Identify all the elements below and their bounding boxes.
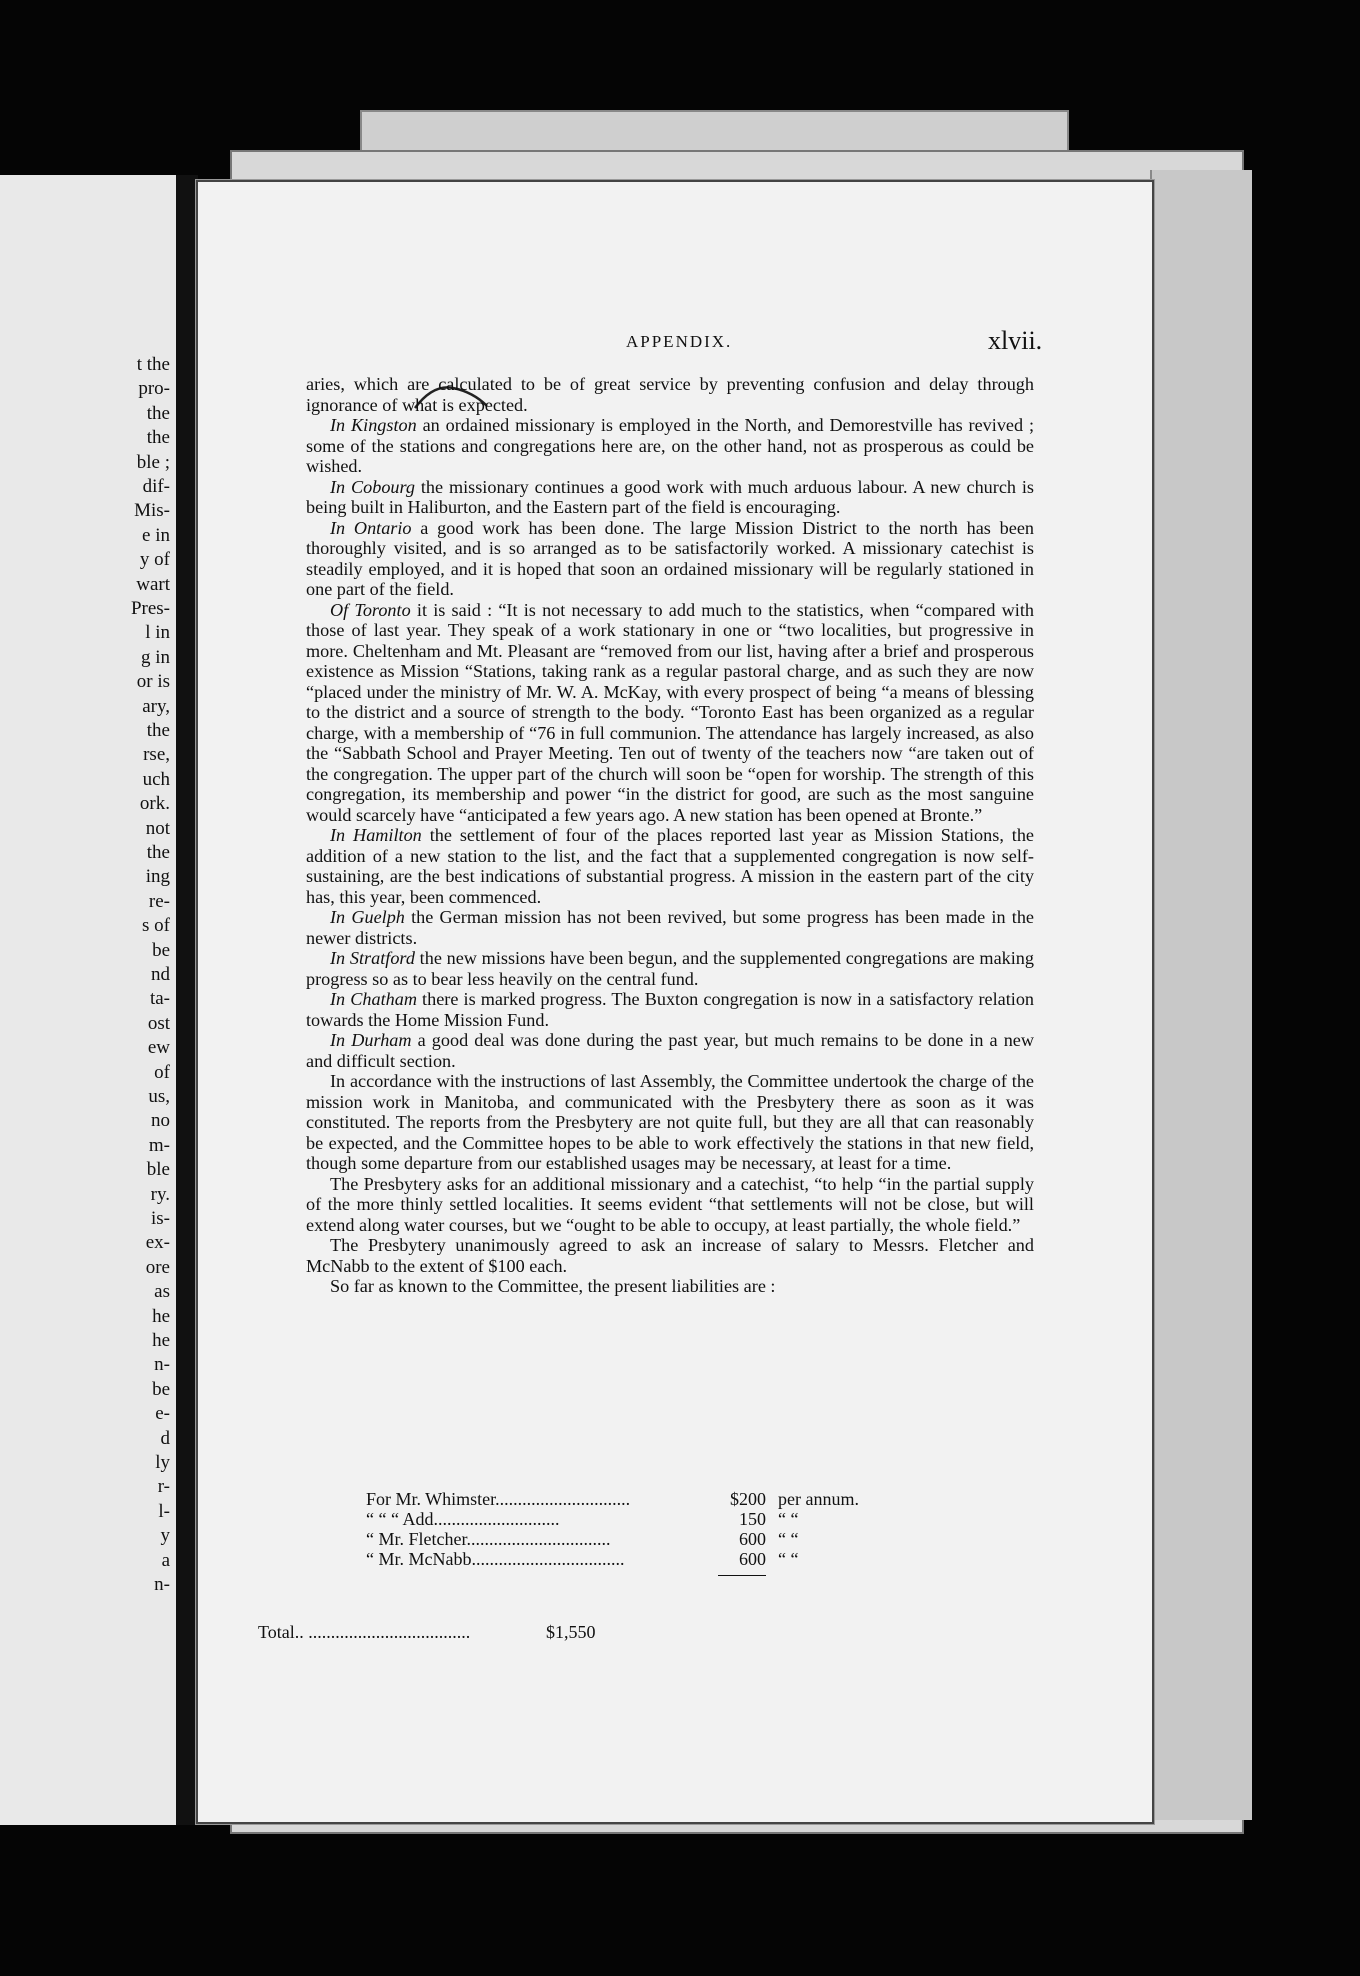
liability-row — [366, 1529, 966, 1549]
left-page-fragment: the — [146, 402, 170, 424]
left-page-fragment: r- — [157, 1476, 170, 1498]
liability-amount: 150 — [739, 1509, 766, 1529]
left-page-fragment: no — [151, 1110, 170, 1132]
liability-label: For Mr. Whimster.............................. — [366, 1489, 631, 1509]
paragraph-lead: In Stratford — [330, 948, 415, 968]
left-page-fragment: ost — [147, 1012, 170, 1034]
left-page-fragment: uch — [142, 768, 170, 790]
left-page-fragment: dif- — [142, 476, 170, 497]
left-page-fragment: m- — [148, 1134, 170, 1156]
paragraph — [306, 600, 1034, 826]
left-page-fragment: d — [160, 1427, 170, 1449]
left-page-fragment: e- — [155, 1403, 170, 1425]
page-number: xlvii. — [988, 326, 1043, 355]
liability-label: “ “ “ Add............................ — [366, 1509, 560, 1529]
left-page-fragment: n- — [154, 1354, 170, 1376]
left-page-fragment: ex- — [145, 1232, 170, 1254]
paragraph-text: the settlement of four of the places reported last year as Mission Stations, the addition of a new station to the list, and the fact that a supplemented congregation is now self-sustaining, are the best indications of substantial progress. A mission in the eastern part of the city has, this year, been commenced. — [306, 825, 1034, 907]
paragraph-text: The Presbytery unanimously agreed to ask an increase of salary to Messrs. Fletcher and McNabb to the extent of $100 each. — [306, 1235, 1034, 1276]
page-body — [306, 374, 1034, 1297]
left-page-fragment: he — [152, 1305, 170, 1327]
paragraph-lead: In Guelph — [330, 907, 405, 927]
paragraph — [306, 1071, 1034, 1174]
paragraph-text: In accordance with the instructions of last Assembly, the Committee undertook the charge of the mission work in Manitoba, and communicated with the Presbytery there as soon as it was constituted. The reports from the Presbytery are not quite full, but they are all that can reasonably be expected, and the Committee hopes to be able to work effectively the stations in that new field, though some departure from our established usages may be necessary, at least for a time. — [306, 1071, 1034, 1173]
paragraph-text: aries, which are calculated to be of great service by preventing confusion and delay through ignorance of what is expected. — [306, 374, 1034, 415]
left-page-fragment: ble ; — [136, 451, 170, 473]
left-page-fragment: be — [152, 1378, 170, 1400]
paragraph-lead: In Ontario — [330, 517, 412, 538]
paragraph-text: The Presbytery asks for an additional missionary and a catechist, “to help “in the partial supply of the more thinly settled localities. It seems evident “that settlements will not be close, but will extend along water courses, but we “ought to be able to occupy, at least partially, the whole field.” — [306, 1173, 1034, 1235]
liabilities-table — [366, 1489, 966, 1569]
liability-label: “ Mr. McNabb.................................. — [366, 1549, 625, 1569]
liability-label: “ Mr. Fletcher................................ — [366, 1529, 611, 1549]
liability-row — [366, 1549, 966, 1569]
left-page-fragment: the — [146, 842, 170, 863]
paragraph — [306, 1174, 1034, 1236]
book-spine — [176, 175, 198, 1825]
left-page-fragment: re- — [148, 890, 170, 912]
liability-period: per annum. — [778, 1489, 859, 1509]
paragraph-lead: In Cobourg — [330, 476, 416, 497]
left-page-fragment: is- — [151, 1208, 170, 1229]
sum-rule — [718, 1575, 766, 1576]
paragraph-lead: In Durham — [330, 1030, 412, 1050]
left-page-fragment: ta- — [149, 988, 170, 1010]
paragraph-lead: In Hamilton — [330, 825, 422, 845]
paragraph-lead: In Chatham — [330, 989, 417, 1009]
liability-amount: 600 — [739, 1549, 766, 1569]
left-page-fragment: us, — [148, 1086, 170, 1107]
left-page-fragment: ing — [145, 866, 170, 888]
liability-row — [366, 1509, 966, 1529]
left-page-fragment: Pres- — [130, 598, 170, 619]
total-amount: $1,550 — [546, 1622, 596, 1642]
paragraph-text: a good deal was done during the past year, but much remains to be done in a new and difficult section. — [306, 1030, 1035, 1071]
left-page-fragment: nd — [151, 964, 170, 985]
left-page-fragment: pro- — [138, 378, 170, 400]
left-page-fragment: ew — [147, 1037, 170, 1059]
left-page-fragment: the — [146, 720, 170, 741]
left-page-fragment: he — [152, 1330, 170, 1351]
paragraph — [306, 518, 1034, 600]
paragraph-lead: In Kingston — [330, 415, 417, 435]
paragraph — [306, 374, 1034, 415]
liability-row — [366, 1489, 966, 1509]
left-page — [0, 175, 179, 1825]
total-label: Total.. .................................... — [258, 1622, 471, 1642]
paragraph — [306, 907, 1034, 948]
left-page-fragment: ry. — [150, 1183, 170, 1205]
left-page-fragment: ork. — [139, 793, 170, 815]
paragraph-text: the new missions have been begun, and the supplemented congregations are making progress so as to bear less heavily on the central fund. — [306, 948, 1034, 989]
paragraph — [306, 989, 1034, 1030]
left-page-fragment: of — [154, 1061, 170, 1083]
paragraph — [306, 415, 1034, 477]
left-page-fragment: rse, — [143, 744, 170, 766]
left-page-fragment: Mis- — [134, 500, 170, 522]
paragraph-text: So far as known to the Committee, the present liabilities are : — [330, 1276, 776, 1296]
paragraph-lead: Of Toronto — [330, 599, 411, 620]
total-row — [258, 1622, 596, 1643]
paragraph — [306, 1235, 1034, 1276]
liability-amount: $200 — [730, 1489, 766, 1509]
left-page-fragment: y of — [139, 549, 170, 571]
left-page-fragment: ble — [146, 1159, 170, 1181]
liability-amount: 600 — [739, 1529, 766, 1549]
paragraph — [306, 948, 1034, 989]
liability-period: “ “ — [778, 1549, 799, 1569]
left-page-fragment: l- — [158, 1500, 170, 1522]
left-page-fragment: ary, — [142, 695, 170, 717]
left-page-fragment: wart — [136, 573, 170, 595]
left-page-fragment: the — [146, 427, 170, 449]
right-page — [196, 180, 1154, 1824]
paragraph — [306, 1030, 1034, 1071]
paragraph-text: there is marked progress. The Buxton congregation is now in a satisfactory relation towards the Home Mission Fund. — [306, 989, 1035, 1030]
left-page-fragment: not — [145, 817, 170, 839]
liability-period: “ “ — [778, 1509, 799, 1529]
left-page-fragment: t the — [136, 354, 170, 375]
left-page-fragment: y — [160, 1525, 170, 1547]
paragraph — [306, 825, 1034, 907]
page-header — [198, 326, 1152, 362]
left-page-fragment: be — [152, 939, 170, 961]
paragraph — [306, 477, 1034, 518]
liability-period: “ “ — [778, 1529, 799, 1549]
paragraph-text: an ordained missionary is employed in the North, and Demorestville has revived ; some of the stations and congregations here are, on the other hand, not as prosperous as could be wished. — [306, 415, 1035, 476]
left-page-fragment: n- — [154, 1574, 170, 1595]
left-page-fragment: a — [161, 1549, 170, 1571]
paragraph-text: a good work has been done. The large Mission District to the north has been thoroughly visited, and is so arranged as to be satisfactorily worked. A missionary catechist is steadily employed, and it is hoped that soon an ordained missionary will be regularly stationed in one part of the field. — [306, 517, 1034, 599]
paragraph-text: the German mission has not been revived, but some progress has been made in the newer districts. — [306, 907, 1034, 948]
left-page-fragment: l in — [145, 622, 170, 644]
left-page-fragment: g in — [140, 646, 170, 668]
left-page-fragment: or is — [136, 671, 170, 693]
background-sheet-edge — [1150, 170, 1252, 1820]
left-page-fragment: e in — [142, 524, 170, 546]
paragraph-text: it is said : “It is not necessary to add much to the statistics, when “compared with those of last year. They speak of a work stationary in one or “two localities, but progressive in more. Cheltenham and Mt. Pleasant are “removed from our list, having after a brief and prosperous existence as Mission “Stations, taking rank as a regular pastoral charge, and as such they are now “placed under the ministry of Mr. W. A. McKay, with every prospect of being “a means of blessing to the district and a source of strength to the body. “Toronto East has been organized as a regular charge, with a membership of “76 in full communion. The attendance has largely increased, as also the “Sabbath School and Prayer Meeting. Ten out of twenty of the teachers now “are taken out of the congregation. The upper part of the church will soon be “open for worship. The strength of this congregation, its membership and power “in the district for good, are such as the most sanguine would scarcely have “anticipated a few years ago. A new station has been opened at Bronte.” — [306, 599, 1034, 825]
left-page-fragment: ly — [155, 1452, 170, 1473]
left-page-fragment: ore — [145, 1256, 170, 1278]
paragraph-text: the missionary continues a good work with much arduous labour. A new church is being built in Haliburton, and the Eastern part of the field is encouraging. — [306, 476, 1034, 517]
left-page-fragment: as — [154, 1281, 170, 1303]
running-head: APPENDIX. — [626, 332, 733, 351]
left-page-fragment: s of — [142, 915, 170, 937]
paragraph — [306, 1276, 1034, 1297]
